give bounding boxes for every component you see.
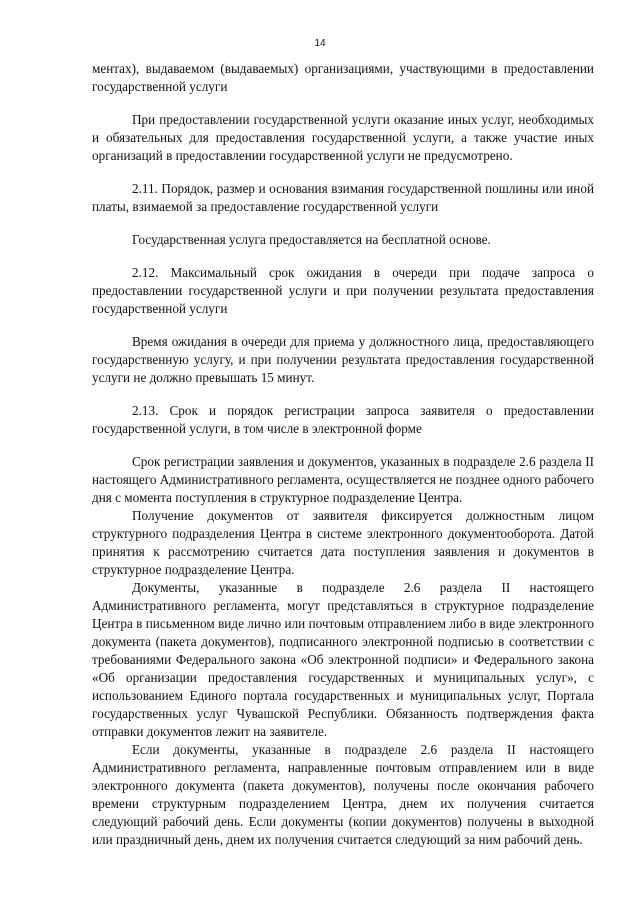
page-number: 14 (314, 38, 326, 49)
paragraph-registration-term: Срок регистрации заявления и документов, указанных в подразделе 2.6 раздела II настоящего Административного регламента, осуществляется не позднее одного рабочего дня с момента поступления в структурное подразделение Центра. (92, 454, 594, 505)
document-body (92, 60, 594, 849)
section-heading-2-11: 2.11. Порядок, размер и основания взимания государственной пошлины или иной платы, взимаемой за предоставление государственной услуги (92, 181, 594, 214)
paragraph-waiting-time: Время ожидания в очереди для приема у должностного лица, предоставляющего государственную услугу, и при получении результата предоставления государственной услуги не должно превышать 15 минут. (92, 334, 594, 385)
paragraph-after-hours-receipt: Если документы, указанные в подразделе 2.6 раздела II настоящего Административного регламента, направленные почтовым отправлением или в виде электронного документа (пакета документов), получены после окончания рабочего времени структурным подразделением Центра, днем их получения считается следующий рабочий день. Если документы (копии документов) получены в выходной или праздничный день, днем их получения считается следующий за ним рабочий день. (92, 742, 594, 847)
paragraph-continuation: ментах), выдаваемом (выдаваемых) организациями, участвующими в предоставлении государственной услуги (92, 61, 594, 94)
paragraph-free-of-charge: Государственная услуга предоставляется на бесплатной основе. (132, 232, 491, 247)
section-heading-2-12: 2.12. Максимальный срок ожидания в очереди при подаче запроса о предоставлении государственной услуги и при получении результата предоставления государственной услуги (92, 265, 594, 316)
paragraph-receipt-recording: Получение документов от заявителя фиксируется должностным лицом структурного подразделения Центра в системе электронного документооборота. Датой принятия к рассмотрению считается дата поступления заявления и документов в структурное подразделение Центра. (92, 508, 594, 577)
paragraph-submission-methods: Документы, указанные в подразделе 2.6 раздела II настоящего Административного регламента, могут представляться в структурное подразделение Центра в письменном виде лично или почтовым отправлением либо в виде электронного документа (пакета документов), подписанного электронной подписью в соответствии с требованиями Федерального закона «Об электронной подписи» и Федерального закона «Об организации предоставления государственных и муниципальных услуг», с использованием Единого портала государственных и муниципальных услуг, Портала государственных услуг Чувашской Республики. Обязанность подтверждения факта отправки документов лежит на заявителе. (92, 580, 594, 739)
paragraph-other-services: При предоставлении государственной услуги оказание иных услуг, необходимых и обязательных для предоставления государственной услуги, а также участие иных организаций в предоставлении государственной услуги не предусмотрено. (92, 112, 594, 163)
section-heading-2-13: 2.13. Срок и порядок регистрации запроса заявителя о предоставлении государственной услуги, в том числе в электронной форме (92, 403, 594, 436)
